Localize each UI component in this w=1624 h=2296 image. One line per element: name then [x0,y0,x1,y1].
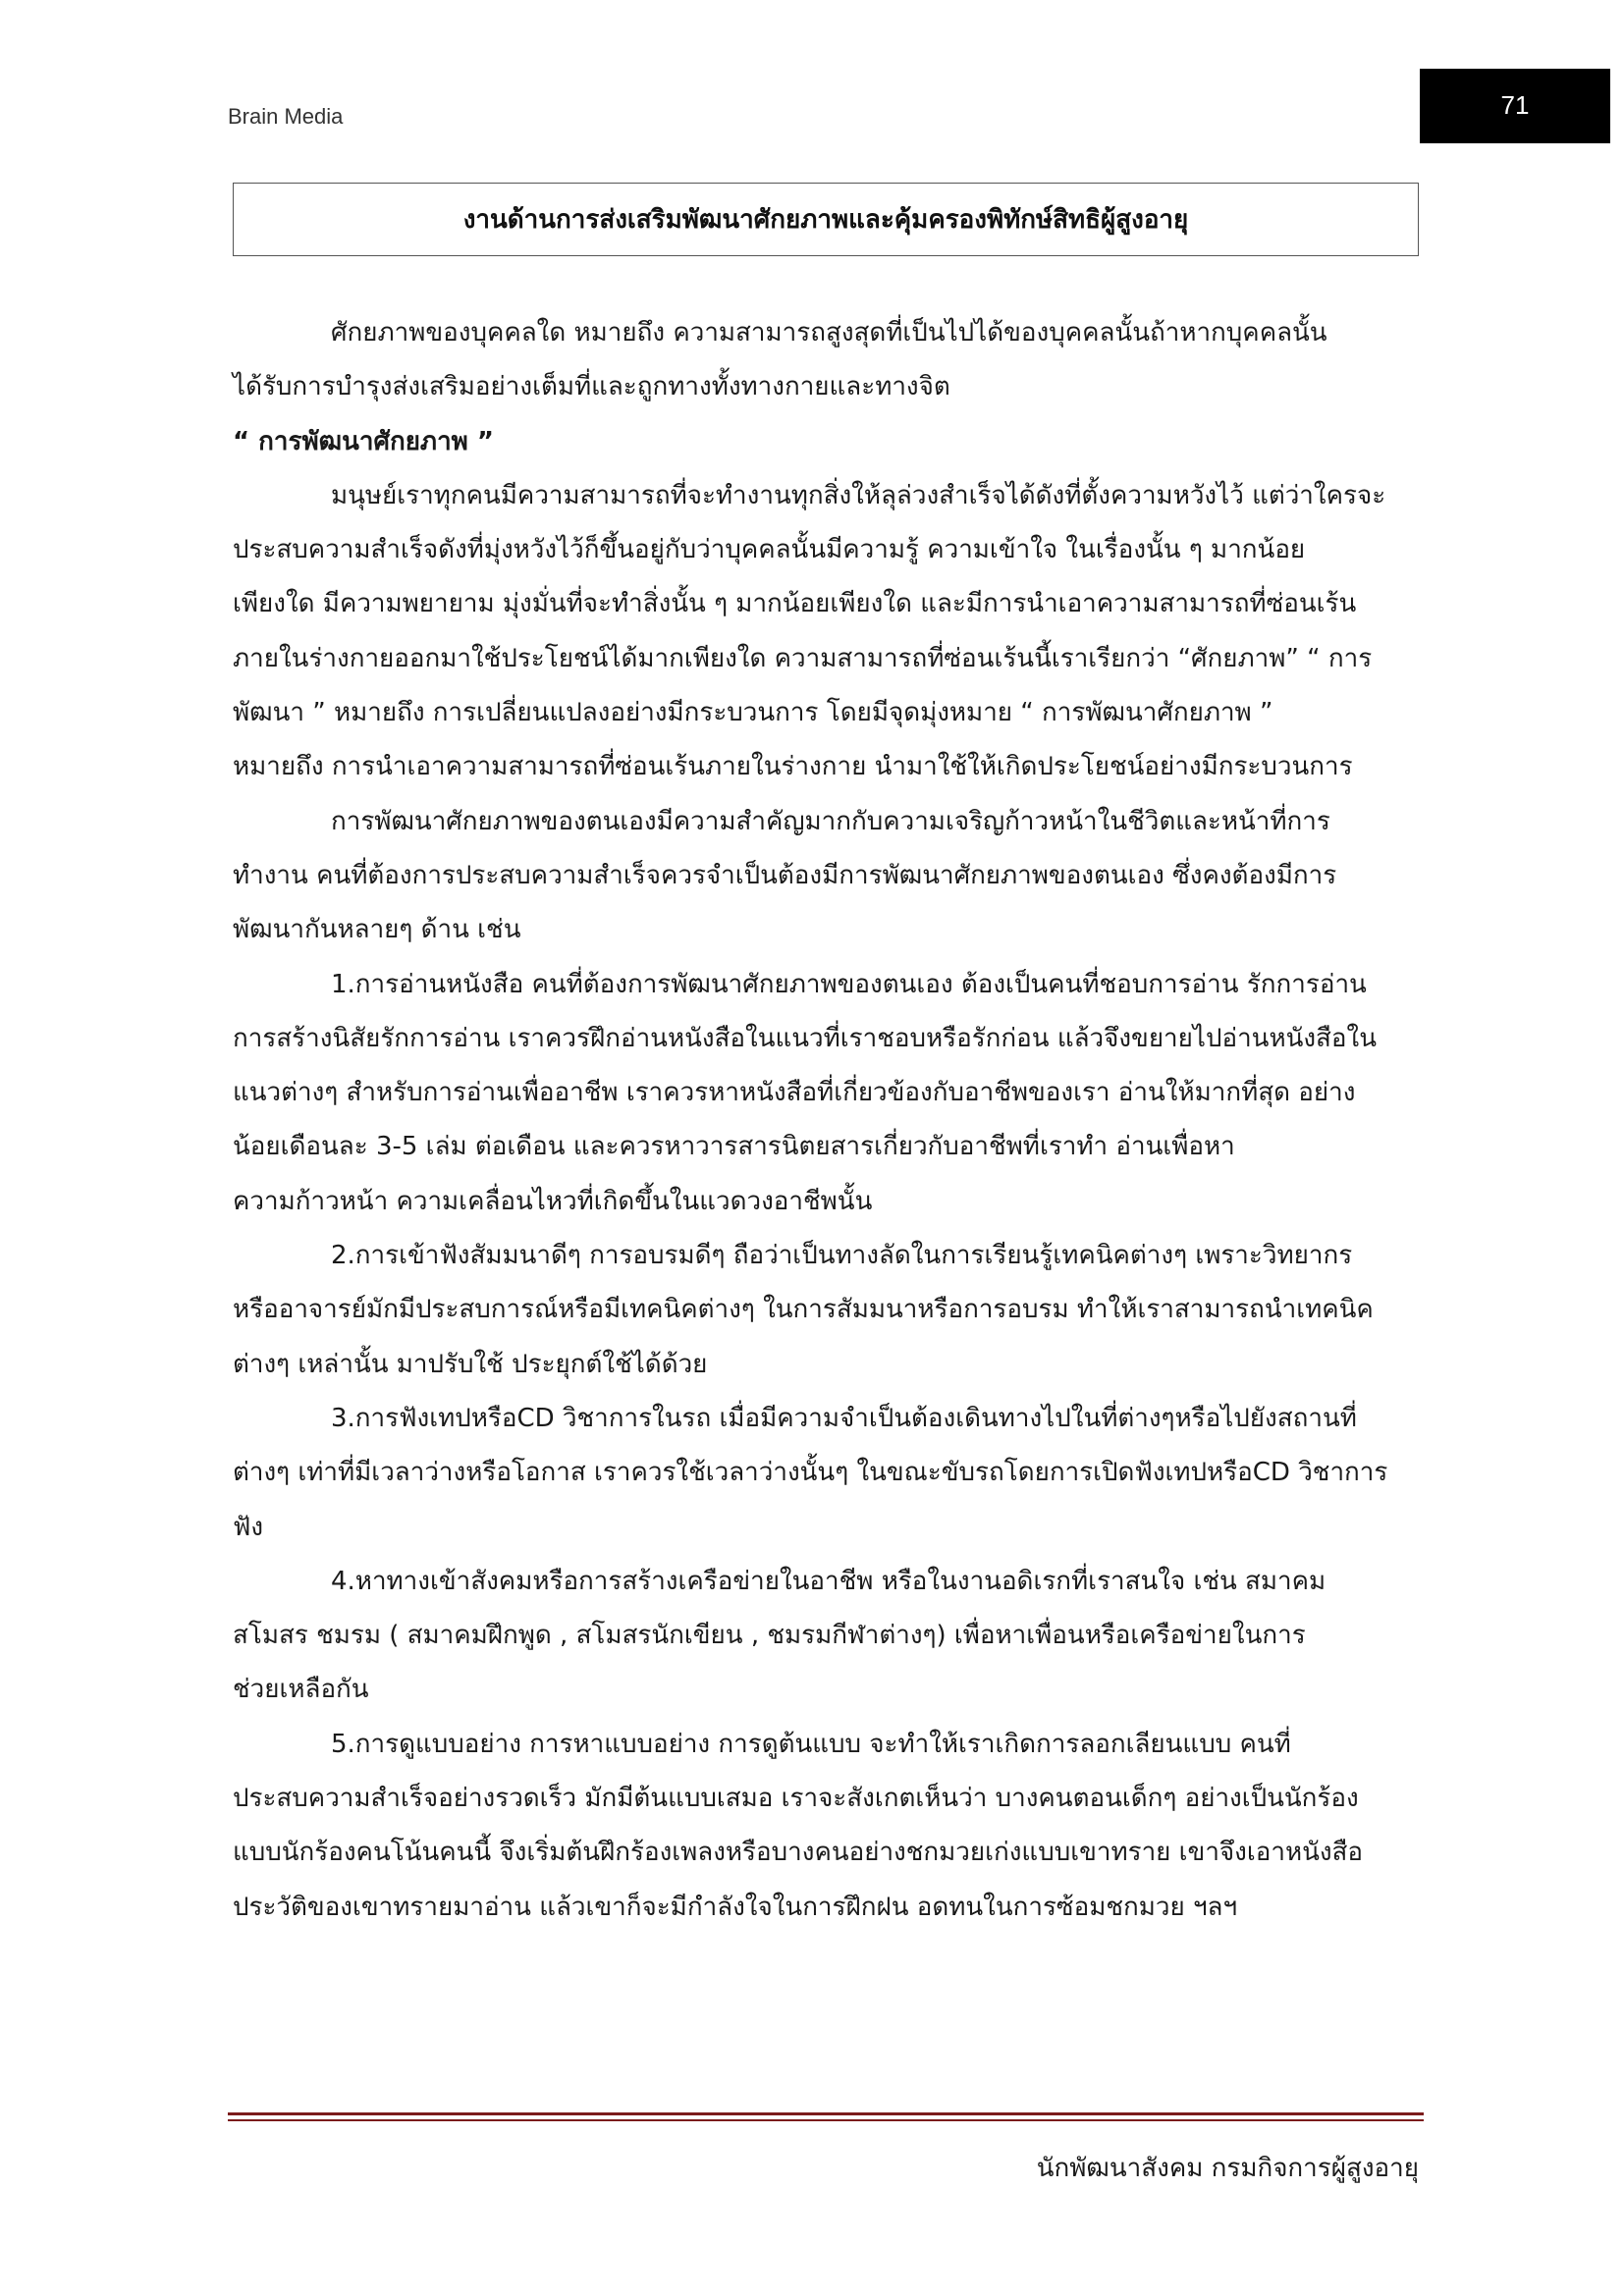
paragraph-line: ได้รับการบำรุงส่งเสริมอย่างเต็มที่และถูกทางทั้งทางกายและทางจิต [233,372,950,402]
paragraph-line: ภายในร่างกายออกมาใช้ประโยชน์ได้มากเพียงใด ความสามารถที่ซ่อนเร้นนี้เราเรียกว่า “ศักยภาพ” “ การ [233,643,1373,673]
section-heading: “ การพัฒนาศักยภาพ ” [233,426,494,456]
list-item-line: สโมสร ชมรม ( สมาคมฝึกพูด , สโมสรนักเขียน , ชมรมกีฬาต่างๆ) เพื่อหาเพื่อนหรือเครือข่ายในการ [233,1621,1306,1651]
list-item-line: ความก้าวหน้า ความเคลื่อนไหวที่เกิดขึ้นในแวดวงอาชีพนั้น [233,1186,873,1216]
footer-rule-thin [228,2119,1424,2121]
list-item-line: หรืออาจารย์มักมีประสบการณ์หรือมีเทคนิคต่างๆ ในการสัมมนาหรือการอบรม ทำให้เราสามารถนำเทคนิค [233,1295,1374,1325]
list-item-line: ต่างๆ เท่าที่มีเวลาว่างหรือโอกาส เราควรใช้เวลาว่างนั้นๆ ในขณะขับรถโดยการเปิดฟังเทปหรือCD วิชาการ [233,1458,1388,1488]
list-item-line: การสร้างนิสัยรักการอ่าน เราควรฝึกอ่านหนังสือในแนวที่เราชอบหรือรักก่อน แล้วจึงขยายไปอ่านหนังสือใน [233,1023,1378,1053]
footer-rule-thick [228,2112,1424,2115]
list-item-line: แบบนักร้องคนโน้นคนนี้ จึงเริ่มต้นฝึกร้องเพลงหรือบางคนอย่างชกมวยเก่งแบบเขาทราย เขาจึงเอาหนังสือ [233,1838,1364,1868]
document-title: งานด้านการส่งเสริมพัฒนาศักยภาพและคุ้มครองพิทักษ์สิทธิผู้สูงอายุ [462,205,1189,235]
paragraph-line: ประสบความสำเร็จดังที่มุ่งหวังไว้ก็ขึ้นอยู่กับว่าบุคคลนั้นมีความรู้ ความเข้าใจ ในเรื่องนั้น ๆ มากน้อย [233,535,1306,565]
paragraph-line: พัฒนา ” หมายถึง การเปลี่ยนแปลงอย่างมีกระบวนการ โดยมีจุดมุ่งหมาย “ การพัฒนาศักยภาพ ” [233,698,1273,728]
body-text [233,306,1426,1935]
footer-text: นักพัฒนาสังคม กรมกิจการผู้สูงอายุ [1036,2154,1419,2183]
paragraph-line: พัฒนากันหลายๆ ด้าน เช่น [233,915,521,945]
list-item-line: ต่างๆ เหล่านั้น มาปรับใช้ ประยุกต์ใช้ได้ด้วย [233,1349,708,1379]
title-box [233,183,1419,256]
list-item-line: ประวัติของเขาทรายมาอ่าน แล้วเขาก็จะมีกำลังใจในการฝึกฝน อดทนในการซ้อมชกมวย ฯลฯ [233,1892,1238,1922]
list-item-line: 1.การอ่านหนังสือ คนที่ต้องการพัฒนาศักยภาพของตนเอง ต้องเป็นคนที่ชอบการอ่าน รักการอ่าน [331,969,1367,999]
list-item-line: 3.การฟังเทปหรือCD วิชาการในรถ เมื่อมีความจำเป็นต้องเดินทางไปในที่ต่างๆหรือไปยังสถานที่ [331,1403,1357,1433]
list-item-line: ฟัง [233,1512,264,1542]
list-item-line: 5.การดูแบบอย่าง การหาแบบอย่าง การดูต้นแบบ จะทำให้เราเกิดการลอกเลียนแบบ คนที่ [331,1729,1291,1759]
list-item-line: น้อยเดือนละ 3-5 เล่ม ต่อเดือน และควรหาวารสารนิตยสารเกี่ยวกับอาชีพที่เราทำ อ่านเพื่อหา [233,1132,1235,1162]
list-item-line: 4.หาทางเข้าสังคมหรือการสร้างเครือข่ายในอาชีพ หรือในงานอดิเรกที่เราสนใจ เช่น สมาคม [331,1566,1326,1596]
page-number: 71 [1500,90,1530,120]
page-number-box [1420,69,1610,143]
list-item-line: แนวต่างๆ สำหรับการอ่านเพื่ออาชีพ เราควรหาหนังสือที่เกี่ยวข้องกับอาชีพของเรา อ่านให้มากที่สุด อย่าง [233,1078,1356,1108]
paragraph-line: ทำงาน คนที่ต้องการประสบความสำเร็จควรจำเป็นต้องมีการพัฒนาศักยภาพของตนเอง ซึ่งคงต้องมีการ [233,860,1337,890]
list-item-line: ประสบความสำเร็จอย่างรวดเร็ว มักมีต้นแบบเสมอ เราจะสังเกตเห็นว่า บางคนตอนเด็กๆ อย่างเป็นนักร้อง [233,1784,1359,1814]
paragraph-line: มนุษย์เราทุกคนมีความสามารถที่จะทำงานทุกสิ่งให้ลุล่วงสำเร็จได้ดังที่ตั้งความหวังไว้ แต่ว่าใครจะ [331,480,1386,510]
header-brand: Brain Media [228,104,344,129]
list-item-line: 2.การเข้าฟังสัมมนาดีๆ การอบรมดีๆ ถือว่าเป็นทางลัดในการเรียนรู้เทคนิคต่างๆ เพราะวิทยากร [331,1241,1353,1271]
paragraph-line: ศักยภาพของบุคคลใด หมายถึง ความสามารถสูงสุดที่เป็นไปได้ของบุคคลนั้นถ้าหากบุคคลนั้น [331,318,1327,347]
paragraph-line: หมายถึง การนำเอาความสามารถที่ซ่อนเร้นภายในร่างกาย นำมาใช้ให้เกิดประโยชน์อย่างมีกระบวนการ [233,752,1353,782]
paragraph-line: การพัฒนาศักยภาพของตนเองมีความสำคัญมากกับความเจริญก้าวหน้าในชีวิตและหน้าที่การ [331,806,1330,836]
list-item-line: ช่วยเหลือกัน [233,1675,369,1705]
paragraph-line: เพียงใด มีความพยายาม มุ่งมั่นที่จะทำสิ่งนั้น ๆ มากน้อยเพียงใด และมีการนำเอาความสามารถที่ซ่อนเร้น [233,589,1357,619]
